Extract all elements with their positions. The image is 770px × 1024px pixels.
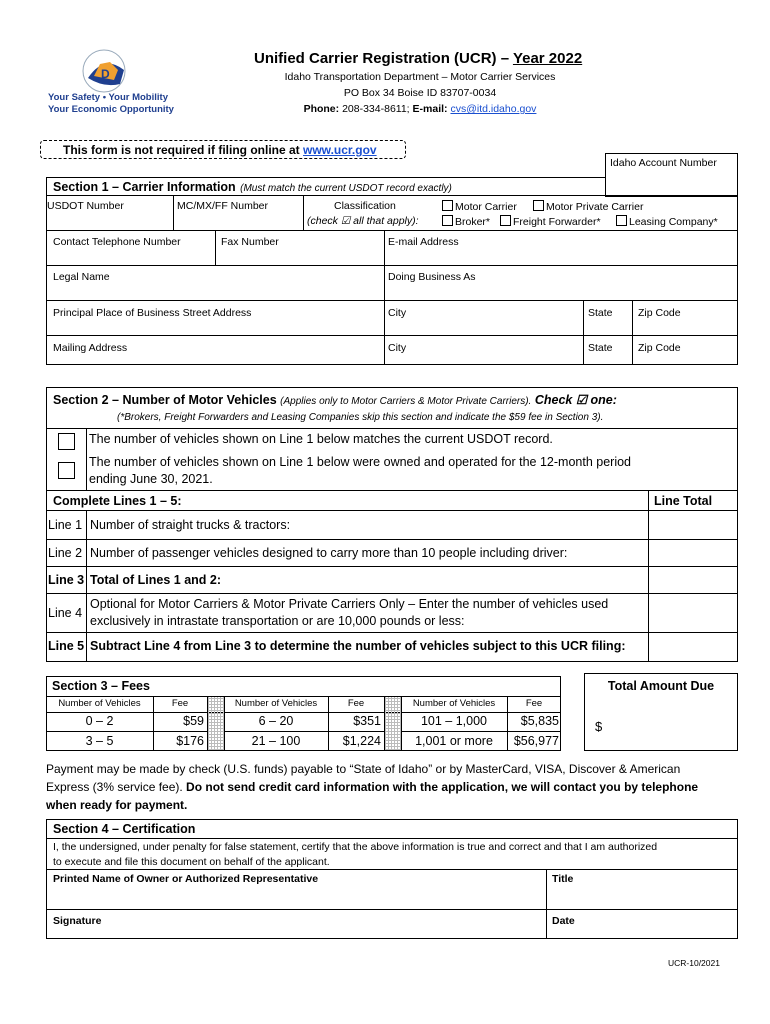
fee-header-nv-3: Number of Vehicles: [412, 698, 496, 709]
line2-number: Line 2: [48, 546, 83, 560]
line1-total[interactable]: [649, 511, 737, 539]
header-address: PO Box 34 Boise ID 83707-0034: [343, 87, 497, 99]
phone-value: 208-334-8611;: [339, 103, 413, 115]
idaho-account-label: Idaho Account Number: [610, 157, 717, 169]
section2-check: Check ☑ one:: [534, 393, 617, 407]
online-notice: [40, 140, 406, 159]
option2-text-b: ending June 30, 2021.: [89, 472, 213, 486]
fee-cell: $5,835: [520, 714, 559, 728]
line-total-header: Line Total: [654, 494, 713, 508]
signature-field[interactable]: Signature: [53, 915, 102, 927]
leasing-option[interactable]: [616, 215, 718, 228]
line2-total[interactable]: [649, 540, 737, 566]
mc-field[interactable]: MC/MX/FF Number: [177, 200, 269, 212]
header-contact: [250, 103, 590, 115]
email-field[interactable]: E-mail Address: [388, 236, 459, 248]
motor-carrier-option[interactable]: [442, 200, 517, 213]
fee-header-fee-1: Fee: [171, 698, 189, 709]
principal-state-field[interactable]: State: [588, 307, 613, 319]
title-field[interactable]: Title: [552, 873, 574, 885]
fee-cell: $1,224: [342, 734, 381, 748]
email-label: E-mail:: [412, 103, 448, 115]
form-title: [254, 50, 582, 67]
fee-cell: $351: [353, 714, 381, 728]
svg-text:D: D: [101, 67, 110, 81]
section4-title: Section 4 – Certification: [53, 822, 196, 836]
title-main: Unified Carrier Registration (UCR) –: [254, 50, 513, 67]
line4-text-a: Optional for Motor Carriers & Motor Private Carriers Only – Enter the number of vehicles used: [90, 597, 609, 611]
line1-text: Number of straight trucks & tractors:: [90, 518, 291, 532]
mailing-city-field[interactable]: City: [388, 342, 407, 354]
fee-cell: $56,977: [513, 734, 559, 748]
broker-checkbox[interactable]: [442, 215, 453, 226]
broker-label: Broker*: [455, 216, 491, 228]
line5-text: Subtract Line 4 from Line 3 to determine the number of vehicles subject to this UCR filing:: [90, 639, 626, 653]
certification-text-2: to execute and file this document on behalf of the applicant.: [53, 856, 330, 868]
motor-carrier-checkbox[interactable]: [442, 200, 453, 211]
phone-label: Phone:: [303, 103, 340, 115]
leasing-checkbox[interactable]: [616, 215, 627, 226]
fee-cell: 6 – 20: [258, 714, 294, 728]
option1-checkbox[interactable]: [58, 433, 75, 450]
line2-text: Number of passenger vehicles designed to carry more than 10 people including driver:: [90, 546, 568, 560]
section1-header: [46, 177, 606, 195]
broker-option[interactable]: [442, 215, 490, 228]
line5-number: Line 5: [48, 639, 85, 653]
line1-number: Line 1: [48, 518, 83, 532]
line4-total[interactable]: [649, 594, 737, 632]
mailing-zip-field[interactable]: Zip Code: [638, 342, 681, 354]
total-amount-due-box[interactable]: [584, 673, 738, 751]
section2-note2: (*Brokers, Freight Forwarders and Leasing Companies skip this section and indicate the $59 fee in Section 3).: [117, 412, 604, 423]
payment-c: Do not send credit card information with the application, we will contact you by telephone: [186, 780, 699, 794]
classification-note: (check ☑ all that apply):: [307, 215, 419, 227]
motor-private-checkbox[interactable]: [533, 200, 544, 211]
fee-cell: $176: [176, 734, 204, 748]
itd-logo: [80, 48, 130, 94]
line3-number: Line 3: [48, 573, 85, 587]
principal-zip-field[interactable]: Zip Code: [638, 307, 681, 319]
motor-private-option[interactable]: [533, 200, 643, 213]
fee-cell: $59: [183, 714, 204, 728]
email-link[interactable]: cvs@itd.idaho.gov: [450, 103, 537, 115]
logo-tagline-2: Your Economic Opportunity: [48, 104, 174, 115]
notice-text: This form is not required if filing online at: [63, 143, 304, 157]
leasing-label: Leasing Company*: [629, 216, 718, 228]
payment-b: Express (3% service fee).: [46, 780, 187, 794]
option2-checkbox[interactable]: [58, 462, 75, 479]
fee-cell: 21 – 100: [251, 734, 301, 748]
fee-cell: 0 – 2: [85, 714, 114, 728]
phone-field[interactable]: Contact Telephone Number: [53, 236, 181, 248]
line3-total[interactable]: [649, 567, 737, 593]
motor-carrier-label: Motor Carrier: [455, 201, 517, 213]
idaho-account-box[interactable]: [605, 153, 738, 197]
section3-title: Section 3 – Fees: [52, 679, 150, 693]
ff-checkbox[interactable]: [500, 215, 511, 226]
header-dept: Idaho Transportation Department – Motor Carrier Services: [284, 71, 556, 83]
certification-text-1: I, the undersigned, under penalty for false statement, certify that the above information is true and correct and that I am authorized: [53, 841, 658, 853]
form-number: UCR-10/2021: [668, 958, 720, 968]
total-amount-due-label: Total Amount Due: [607, 679, 715, 693]
payment-d: when ready for payment.: [46, 798, 188, 812]
ff-option[interactable]: [500, 215, 601, 228]
fee-header-nv-2: Number of Vehicles: [234, 698, 318, 709]
line3-text: Total of Lines 1 and 2:: [90, 573, 222, 587]
fee-header-fee-3: Fee: [525, 698, 543, 709]
line4-number: Line 4: [48, 606, 83, 620]
line5-total[interactable]: [649, 633, 737, 661]
classification-label: Classification: [334, 200, 396, 212]
ff-label: Freight Forwarder*: [513, 216, 601, 228]
option2-text-a: The number of vehicles shown on Line 1 below were owned and operated for the 12-month period: [89, 455, 632, 469]
usdot-field[interactable]: USDOT Number: [47, 200, 124, 212]
fax-field[interactable]: Fax Number: [221, 236, 279, 248]
legal-name-field[interactable]: Legal Name: [53, 271, 110, 283]
fee-cell: 3 – 5: [85, 734, 114, 748]
section1-title: Section 1 – Carrier Information: [53, 180, 236, 194]
fee-header-nv-1: Number of Vehicles: [58, 698, 141, 709]
payment-text: [46, 760, 746, 814]
principal-city-field[interactable]: City: [388, 307, 407, 319]
dollar-sign: $: [595, 719, 603, 734]
printed-name-field[interactable]: Printed Name of Owner or Authorized Representative: [53, 873, 319, 885]
mailing-address-field[interactable]: Mailing Address: [53, 342, 128, 354]
complete-lines-label: Complete Lines 1 – 5:: [53, 494, 182, 508]
ucr-link[interactable]: www.ucr.gov: [303, 143, 377, 157]
fee-cell: 1,001 or more: [415, 734, 493, 748]
line4-text-b: exclusively in intrastate transportation or are 10,000 pounds or less:: [90, 614, 465, 628]
fee-header-fee-2: Fee: [347, 698, 365, 709]
section1-note: (Must match the current USDOT record exactly): [240, 183, 452, 194]
payment-a: Payment may be made by check (U.S. funds) payable to “State of Idaho” or by MasterCard, VISA, Discover & American: [46, 762, 681, 776]
section2-note: (Applies only to Motor Carriers & Motor Private Carriers).: [280, 396, 532, 407]
dba-field[interactable]: Doing Business As: [388, 271, 476, 283]
fee-cell: 101 – 1,000: [420, 714, 488, 728]
logo-tagline-1: Your Safety • Your Mobility: [48, 92, 168, 103]
section2-title: Section 2 – Number of Motor Vehicles: [53, 393, 277, 407]
motor-private-label: Motor Private Carrier: [546, 201, 644, 213]
date-field[interactable]: Date: [552, 915, 575, 927]
section2-header: [53, 392, 617, 407]
title-year: Year 2022: [512, 50, 583, 67]
principal-address-field[interactable]: Principal Place of Business Street Address: [53, 307, 252, 319]
mailing-state-field[interactable]: State: [588, 342, 613, 354]
option1-text: The number of vehicles shown on Line 1 below matches the current USDOT record.: [89, 432, 553, 446]
